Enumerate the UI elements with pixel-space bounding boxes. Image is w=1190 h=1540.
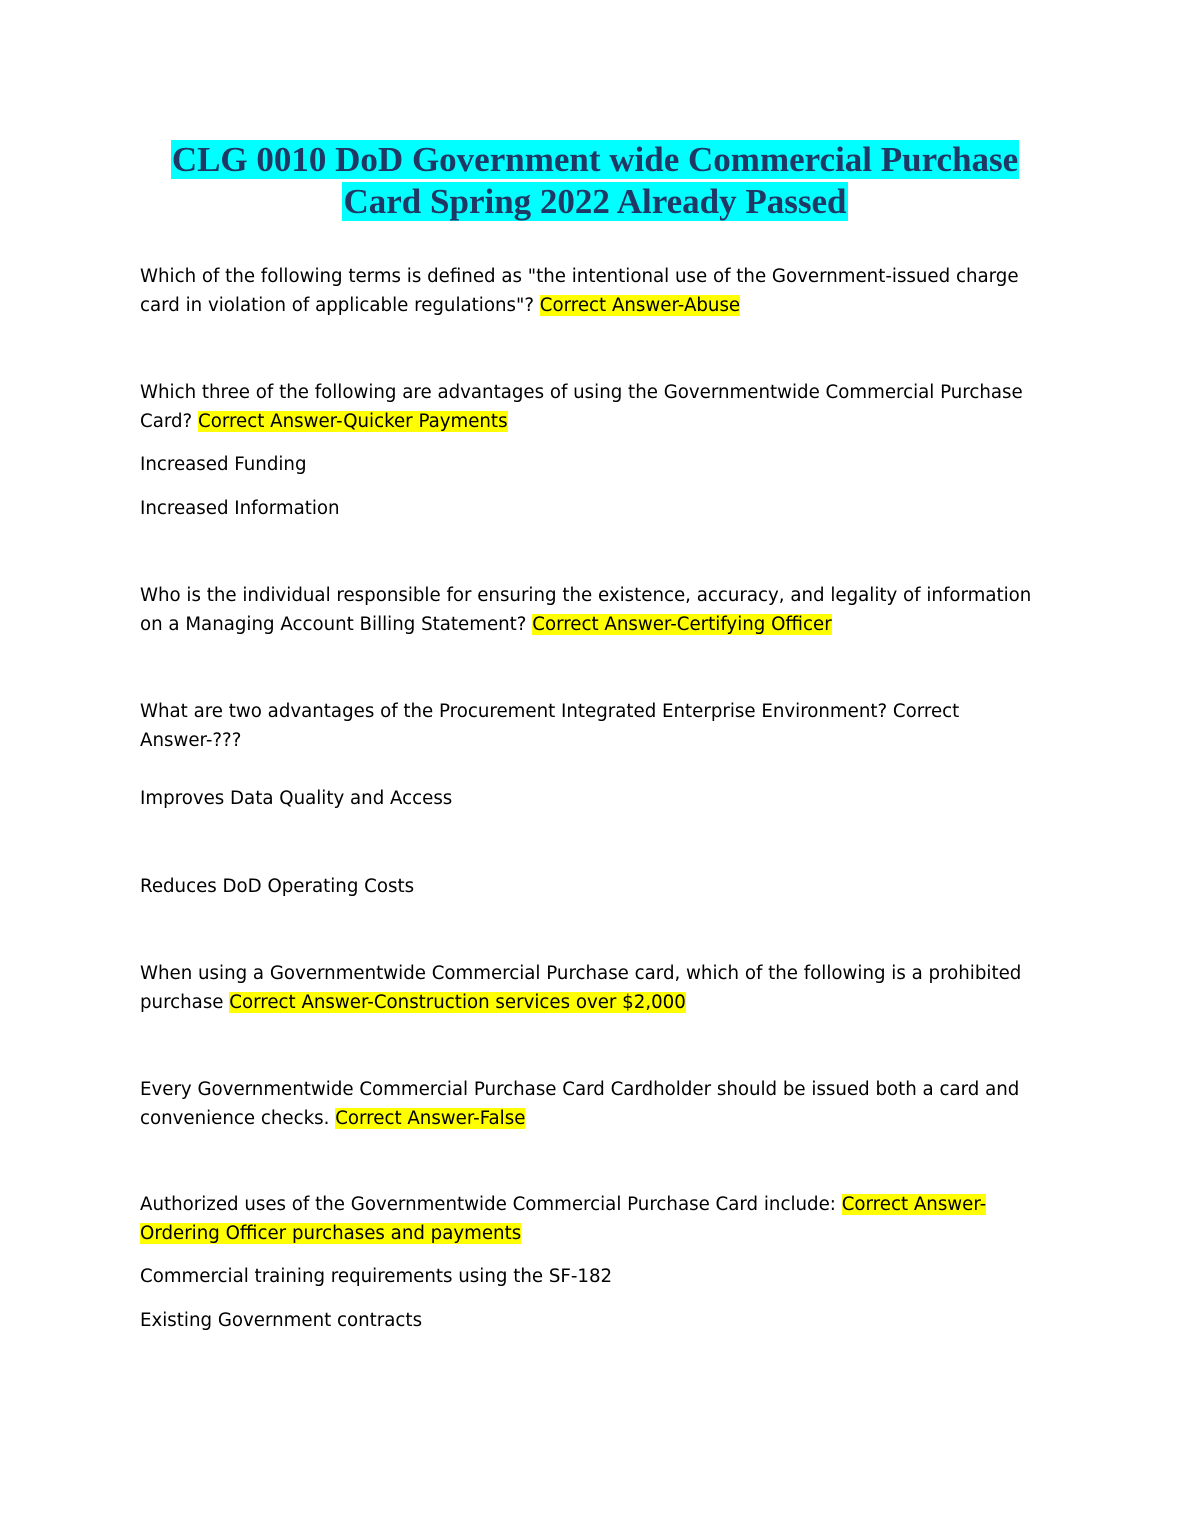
title-line-2: Card Spring 2022 Already Passed bbox=[343, 182, 847, 221]
answer-3: Correct Answer-Certifying Officer bbox=[532, 613, 832, 635]
answer-7-option-2: Existing Government contracts bbox=[140, 1310, 423, 1331]
answer-6: Correct Answer-False bbox=[335, 1107, 526, 1129]
question-1 bbox=[140, 263, 1055, 320]
question-5 bbox=[140, 960, 1055, 1017]
answer-2-option-2: Increased Information bbox=[140, 498, 340, 519]
question-4-text: What are two advantages of the Procurement Integrated Enterprise Environment? Correct Answer-??? bbox=[140, 701, 960, 751]
answer-4-option-1: Improves Data Quality and Access bbox=[140, 788, 453, 809]
question-3-text: Who is the individual responsible for ensuring the existence, accuracy, and legality of information on a Managing Account Billing Statement? bbox=[140, 585, 1032, 635]
question-3 bbox=[140, 582, 1055, 639]
answer-7-option-1: Commercial training requirements using the SF-182 bbox=[140, 1266, 613, 1287]
answer-2: Correct Answer-Quicker Payments bbox=[198, 410, 508, 432]
answer-2-option-1: Increased Funding bbox=[140, 454, 307, 475]
question-2-text: Which three of the following are advantages of using the Governmentwide Commercial Purchase Card? bbox=[140, 382, 1023, 432]
document-title bbox=[140, 139, 1050, 223]
question-5-text: When using a Governmentwide Commercial Purchase card, which of the following is a prohibited purchase bbox=[140, 963, 1022, 1013]
question-6-text: Every Governmentwide Commercial Purchase Card Cardholder should be issued both a card and convenience checks. bbox=[140, 1079, 1020, 1129]
question-2 bbox=[140, 379, 1055, 436]
question-6 bbox=[140, 1076, 1055, 1133]
answer-4-option-2: Reduces DoD Operating Costs bbox=[140, 876, 415, 897]
question-1-text: Which of the following terms is defined as "the intentional use of the Government-issued charge card in violation of applicable regulations"? bbox=[140, 266, 1019, 316]
question-4 bbox=[140, 698, 1055, 755]
answer-7: Correct Answer-Ordering Officer purchases and payments bbox=[140, 1194, 987, 1244]
question-7-text: Authorized uses of the Governmentwide Commercial Purchase Card include: bbox=[140, 1194, 836, 1215]
answer-5: Correct Answer-Construction services over $2,000 bbox=[229, 991, 686, 1013]
title-line-1: CLG 0010 DoD Government wide Commercial Purchase bbox=[171, 140, 1019, 179]
answer-1: Correct Answer-Abuse bbox=[539, 294, 741, 316]
question-7 bbox=[140, 1191, 1055, 1248]
